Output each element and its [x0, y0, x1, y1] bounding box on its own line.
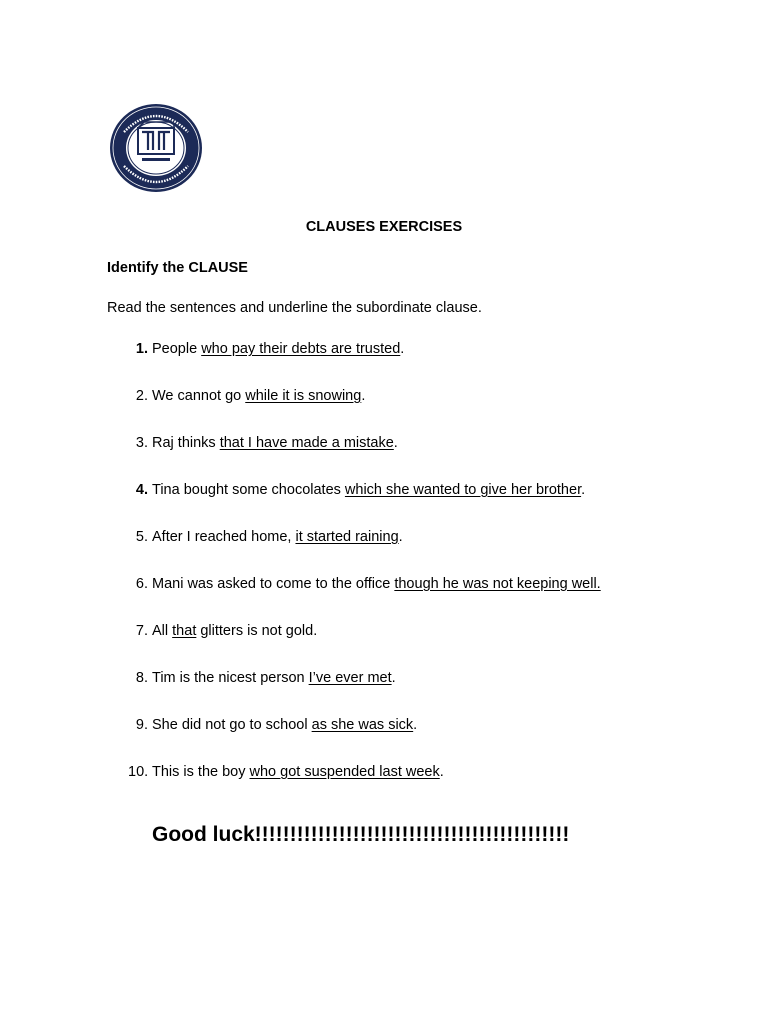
item-number: 3. [135, 435, 148, 451]
sentence-text: . [391, 670, 396, 686]
sentence-text: . [400, 341, 405, 357]
sentence-text: . [581, 482, 586, 498]
subordinate-clause: I’ve ever met [308, 670, 392, 686]
sentence-text: Tim is the nicest person [152, 670, 309, 686]
sentence-text: . [413, 717, 418, 733]
instruction-text: Read the sentences and underline the subordinate clause. [107, 300, 482, 316]
subordinate-clause: as she was sick [311, 717, 414, 733]
item-number: 2. [135, 388, 148, 404]
sentence-text: . [439, 764, 444, 780]
subordinate-clause: who got suspended last week [249, 764, 440, 780]
sentence-text: People [152, 341, 202, 357]
sentence-text: glitters is not gold. [196, 623, 318, 639]
sentence-text: We cannot go [152, 388, 246, 404]
sentence-text: . [361, 388, 366, 404]
sentence-text: Raj thinks [152, 435, 220, 451]
subordinate-clause: while it is snowing [245, 388, 362, 404]
item-number: 9. [135, 717, 148, 733]
sentence-text: Mani was asked to come to the office [152, 576, 395, 592]
item-number: 10. [128, 764, 149, 780]
institution-seal-icon [108, 102, 204, 194]
sentence-text: She did not go to school [152, 717, 312, 733]
section-heading: Identify the CLAUSE [107, 260, 248, 276]
sentence-text: This is the boy [152, 764, 250, 780]
item-number: 8. [135, 670, 148, 686]
item-number: 1. [135, 341, 148, 357]
sentence-text: Tina bought some chocolates [152, 482, 345, 498]
subordinate-clause: it started raining [295, 529, 399, 545]
subordinate-clause: though he was not keeping well. [394, 576, 601, 592]
subordinate-clause: who pay their debts are trusted [201, 341, 401, 357]
subordinate-clause: which she wanted to give her brother [344, 482, 582, 498]
sentence-text: . [393, 435, 398, 451]
sentence-text: All [152, 623, 173, 639]
item-number: 7. [135, 623, 148, 639]
closing-message: Good luck!!!!!!!!!!!!!!!!!!!!!!!!!!!!!!!!!!!!!!!!!!!!! [152, 823, 570, 846]
item-number: 5. [135, 529, 148, 545]
item-number: 6. [135, 576, 148, 592]
sentence-text: . [398, 529, 403, 545]
page-title: CLAUSES EXERCISES [305, 219, 463, 235]
subordinate-clause: that I have made a mistake [219, 435, 394, 451]
subordinate-clause: that [172, 623, 197, 639]
item-number: 4. [135, 482, 148, 498]
sentence-text: After I reached home, [152, 529, 296, 545]
